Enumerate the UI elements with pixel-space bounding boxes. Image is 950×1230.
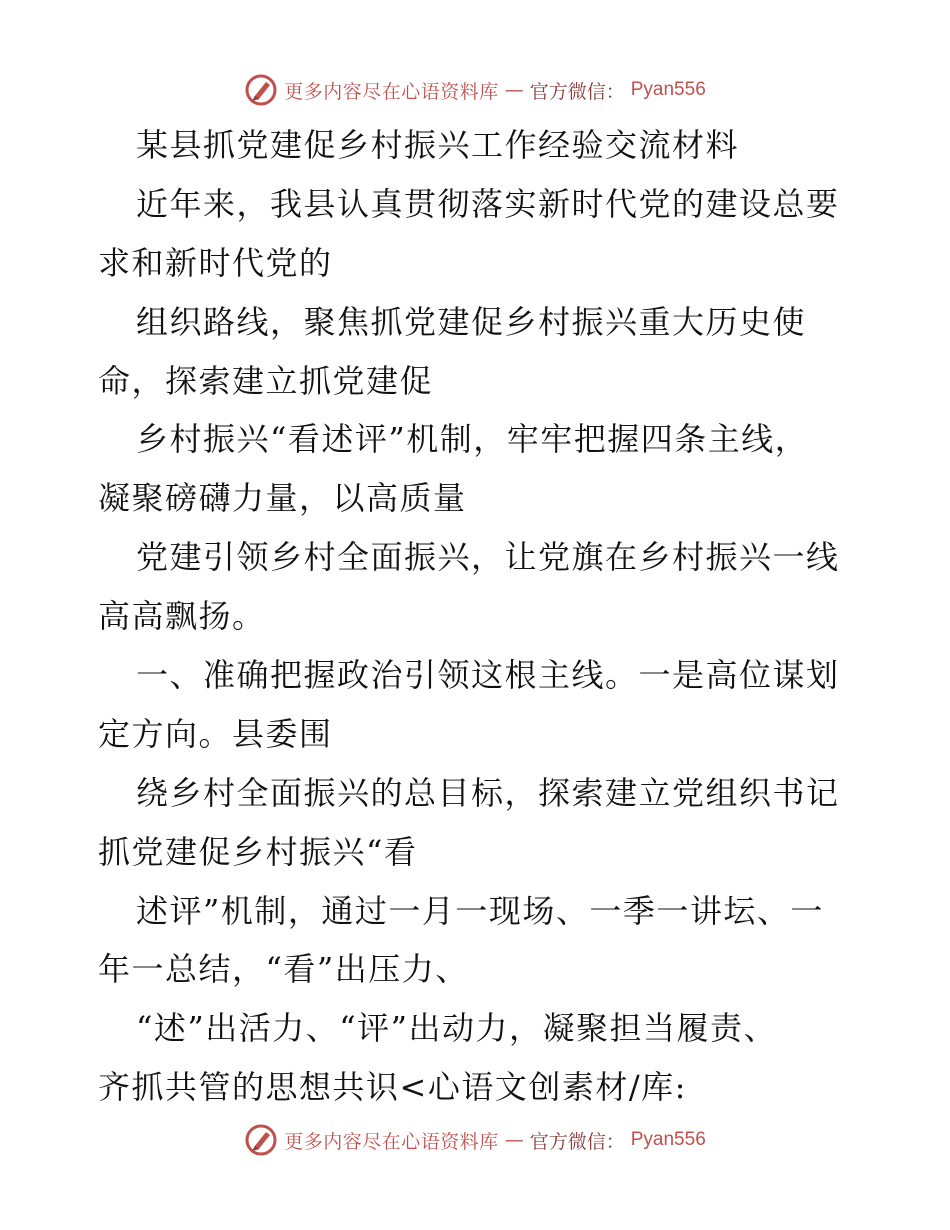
banner-brand-text: 更多内容尽在心语资料库 (284, 80, 499, 103)
text-line: 年一总结，“看”出压力、 (98, 950, 469, 989)
header-banner (0, 68, 950, 112)
banner-dash: — (504, 1129, 524, 1151)
text-line: 组织路线，聚焦抓党建促乡村振兴重大历史使 (136, 302, 807, 341)
text-line: 一、准确把握政治引领这根主线。一是高位谋划 (136, 656, 840, 695)
document-title: 某县抓党建促乡村振兴工作经验交流材料 (136, 126, 740, 164)
text-line: 绕乡村全面振兴的总目标，探索建立党组织书记 (136, 773, 840, 812)
banner-dash: — (504, 79, 524, 101)
text-line: 抓党建促乡村振兴“看 (98, 832, 418, 871)
banner-official-label: 官方微信： (529, 1130, 625, 1153)
banner-brand-text: 更多内容尽在心语资料库 (284, 1130, 499, 1153)
text-line: 凝聚磅礴力量，以高质量 (98, 479, 467, 518)
document-body (98, 116, 858, 1117)
text-line: “述”出活力、“评”出动力，凝聚担当履责、 (136, 1009, 777, 1048)
text-line: 近年来，我县认真贯彻落实新时代党的建设总要 (136, 184, 840, 223)
footer-banner (0, 1118, 950, 1162)
text-line: 定方向。县委围 (98, 714, 333, 753)
banner-account-id: Pyan556 (630, 1129, 706, 1150)
text-line: 求和新时代党的 (98, 243, 333, 282)
text-line: 命，探索建立抓党建促 (98, 361, 434, 400)
text-line: 党建引领乡村全面振兴，让党旗在乡村振兴一线 (136, 538, 840, 577)
text-line: 乡村振兴“看述评”机制，牢牢把握四条主线， (136, 420, 809, 459)
pen-nib-logo-icon (244, 1123, 278, 1157)
text-line: 齐抓共管的思想共识<心语文创素材/库: (98, 1068, 687, 1107)
banner-official-label: 官方微信： (529, 80, 625, 103)
banner-account-id: Pyan556 (630, 79, 706, 100)
text-line: 述评”机制，通过一月一现场、一季一讲坛、一 (136, 891, 824, 930)
text-line: 高高飘扬。 (98, 597, 266, 636)
pen-nib-logo-icon (244, 73, 278, 107)
